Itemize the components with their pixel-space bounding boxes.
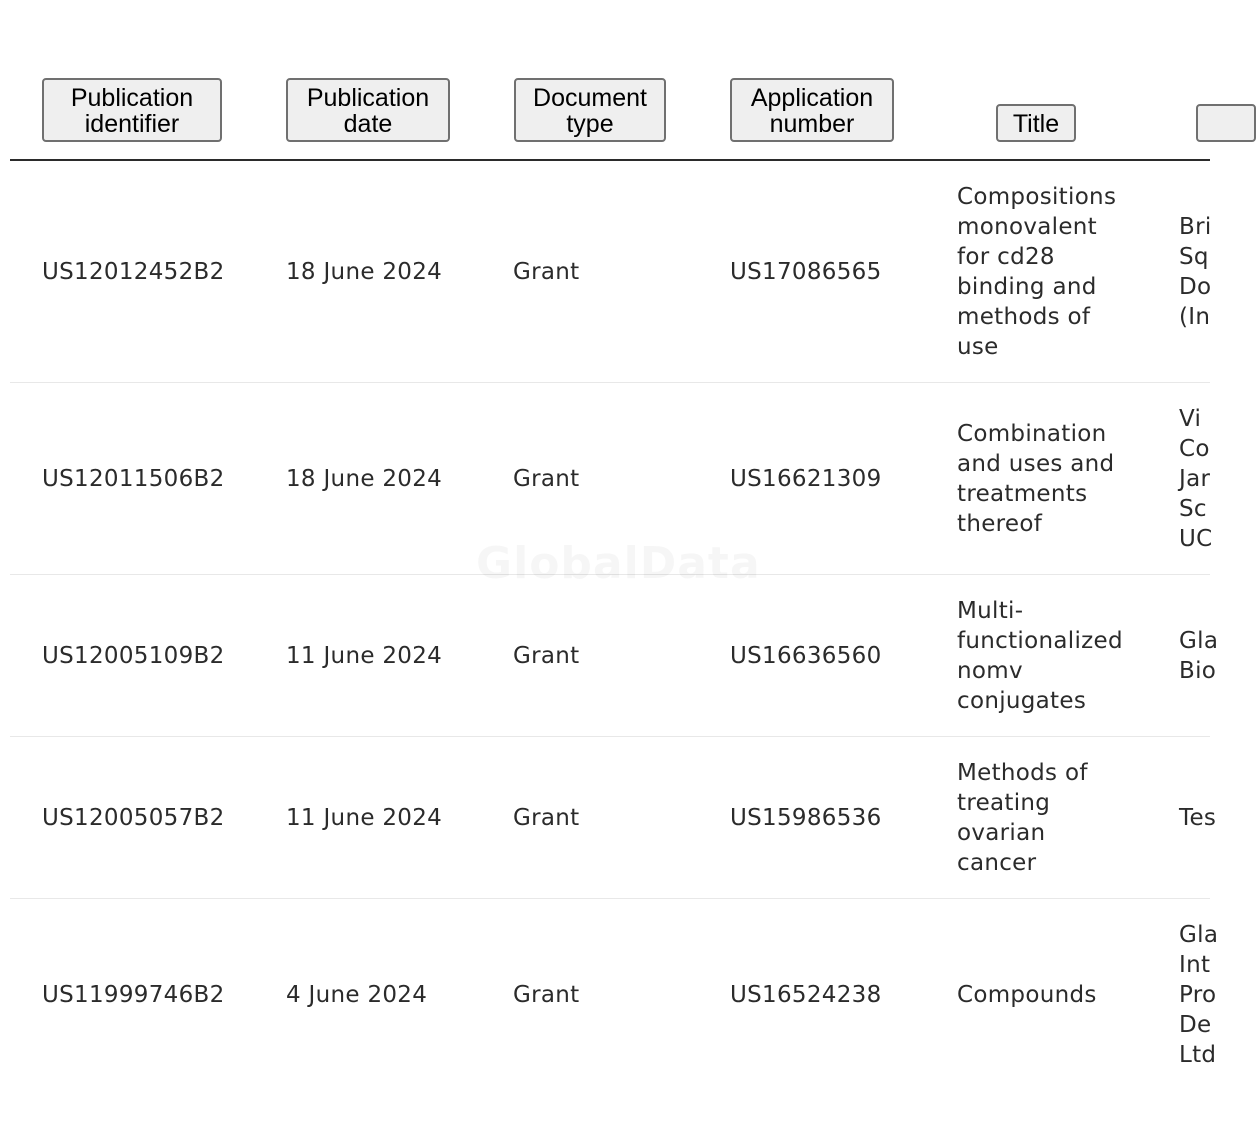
title-text: Compositions monovalent for cd28 binding and methods of use (957, 183, 1117, 360)
sort-publication-identifier-button[interactable]: Publication identifier (42, 78, 222, 142)
title-cell (957, 383, 1127, 574)
publication-date-cell: 18 June 2024 (286, 258, 443, 285)
table-header (10, 0, 1210, 161)
sort-title-button[interactable]: Title (996, 104, 1076, 142)
sort-owner-button[interactable] (1196, 104, 1256, 142)
sort-publication-date-button[interactable]: Publication date (286, 78, 450, 142)
table-row (10, 737, 1217, 899)
document-type-cell: Grant (513, 642, 580, 669)
publication-date-cell: 4 June 2024 (286, 982, 428, 1008)
owner-cell (1179, 161, 1219, 382)
publication-date-cell: 11 June 2024 (286, 804, 443, 831)
title-cell (957, 161, 1127, 382)
title-text: Methods of treating ovarian cancer (957, 759, 1088, 876)
document-type-cell: Grant (513, 258, 580, 285)
owner-cell (1179, 737, 1219, 898)
owner-cell (1179, 899, 1219, 1091)
owner-text: Bri Sq Do (In (1179, 213, 1212, 330)
patents-table (10, 0, 1219, 1132)
document-type-cell: Grant (513, 982, 580, 1008)
application-number-cell: US17086565 (730, 258, 882, 285)
table-row (10, 383, 1213, 575)
table-row (10, 899, 1219, 1091)
title-cell (957, 899, 1127, 1091)
owner-text: Gla Bio (1179, 627, 1219, 684)
owner-text: Vi Co Jar Sc UC (1179, 405, 1213, 552)
title-text: Compounds (957, 982, 1097, 1008)
sort-document-type-button[interactable]: Document type (514, 78, 666, 142)
title-text: Combination and uses and treatments thereof (957, 420, 1115, 537)
publication-identifier-cell: US12011506B2 (42, 465, 225, 492)
owner-cell (1179, 575, 1219, 736)
publication-identifier-cell: US12005109B2 (42, 642, 225, 669)
publication-identifier-cell: US12012452B2 (42, 258, 225, 285)
application-number-cell: US16524238 (730, 982, 882, 1008)
publication-identifier-cell: US12005057B2 (42, 804, 225, 831)
publication-date-cell: 11 June 2024 (286, 642, 443, 669)
document-type-cell: Grant (513, 465, 580, 492)
title-cell (957, 737, 1127, 898)
publication-date-cell: 18 June 2024 (286, 465, 443, 492)
owner-cell (1179, 383, 1219, 574)
owner-text: Gla Int Pro De Ltd (1179, 922, 1219, 1068)
application-number-cell: US15986536 (730, 804, 882, 831)
title-text: Multi-functionalized nomv conjugates (957, 597, 1123, 714)
publication-identifier-cell: US11999746B2 (42, 982, 225, 1008)
title-cell (957, 575, 1127, 736)
sort-application-number-button[interactable]: Application number (730, 78, 894, 142)
table-row (10, 575, 1219, 737)
application-number-cell: US16621309 (730, 465, 882, 492)
owner-text: Tes (1179, 804, 1217, 831)
table-row (10, 161, 1210, 383)
application-number-cell: US16636560 (730, 642, 882, 669)
document-type-cell: Grant (513, 804, 580, 831)
